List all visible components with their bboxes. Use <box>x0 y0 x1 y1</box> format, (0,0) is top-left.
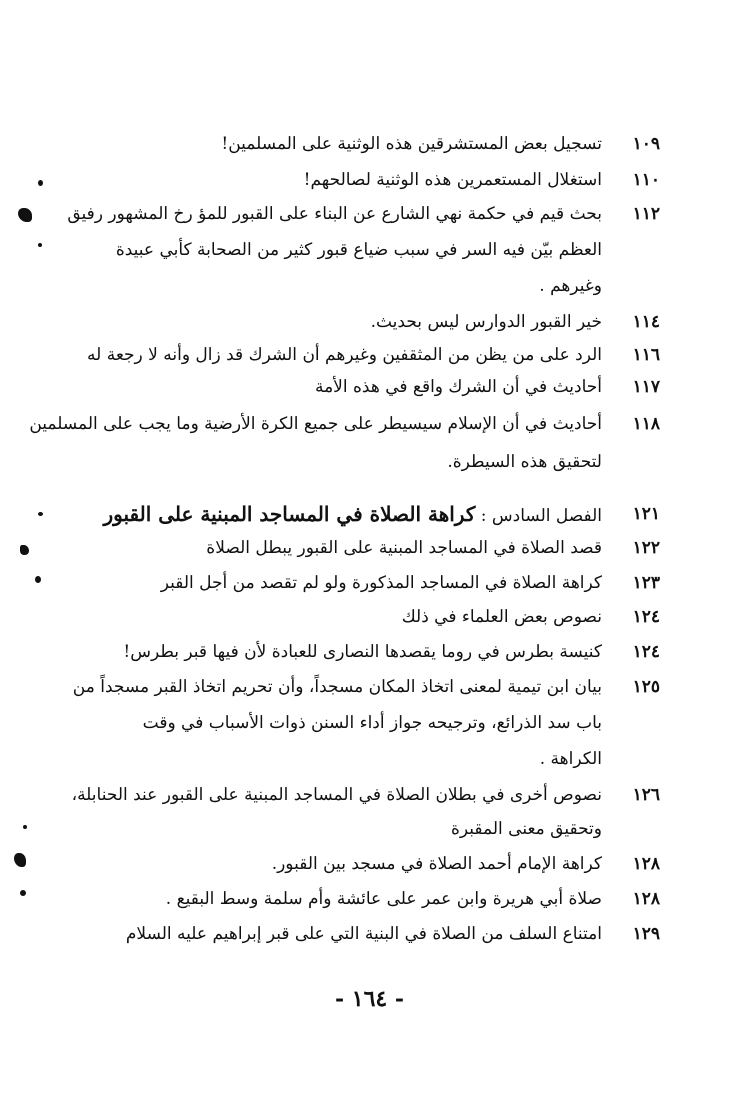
entry-page-number: ١١٧ <box>632 377 660 397</box>
entry-page-number: ١٢٣ <box>632 573 660 593</box>
entry-text: خير القبور الدوارس ليس بحديث. <box>370 312 602 332</box>
entry-page-number: ١١٢ <box>632 204 660 224</box>
entry-text: صلاة أبي هريرة وابن عمر على عائشة وأم سلمة وسط البقيع . <box>165 889 602 909</box>
entry-page-number: ١٠٩ <box>632 134 660 154</box>
entry-text-continued: العظم بيّن فيه السر في سبب ضياع قبور كثير من الصحابة كأبي عبيدة <box>115 240 602 260</box>
entry-page-number: ١٢١ <box>632 504 660 524</box>
entry-page-number: ١٢٦ <box>632 785 660 805</box>
entry-text: بحث قيم في حكمة نهي الشارع عن البناء على القبور للمؤ رخ المشهور رفيق <box>67 204 602 224</box>
chapter-title: كراهة الصلاة في المساجد المبنية على القبور <box>103 502 476 526</box>
entry-text: كراهة الإمام أحمد الصلاة في مسجد بين القبور. <box>271 854 602 874</box>
scan-speck <box>20 890 26 896</box>
scan-speck <box>23 825 27 829</box>
entry-text-continued: لتحقيق هذه السيطرة. <box>447 452 602 472</box>
entry-page-number: ١٢٤ <box>632 642 660 662</box>
entry-text-continued: الكراهة . <box>539 749 602 769</box>
chapter-label: الفصل السادس : <box>480 506 602 526</box>
page-number: - ١٦٤ - <box>334 986 405 1012</box>
scan-speck <box>38 180 43 186</box>
entry-text: نصوص بعض العلماء في ذلك <box>401 607 602 627</box>
scan-speck <box>38 512 43 516</box>
entry-text-continued: باب سد الذرائع، وترجيحه جواز أداء السنن ذوات الأسباب في وقت <box>142 713 602 733</box>
entry-text: نصوص أخرى في بطلان الصلاة في المساجد المبنية على القبور عند الحنابلة، <box>71 785 602 805</box>
entry-page-number: ١١٠ <box>632 170 660 190</box>
entry-text: تسجيل بعض المستشرقين هذه الوثنية على المسلمين! <box>221 134 602 154</box>
scan-speck <box>35 576 41 583</box>
entry-page-number: ١٢٩ <box>632 924 660 944</box>
entry-text-continued: وتحقيق معنى المقبرة <box>451 819 602 839</box>
entry-text: أحاديث في أن الشرك واقع في هذه الأمة <box>314 377 602 397</box>
scan-speck <box>38 243 42 247</box>
entry-text: الرد على من يظن من المثقفين وغيرهم أن الشرك قد زال وأنه لا رجعة له <box>87 345 602 365</box>
entry-text: كنيسة بطرس في روما يقصدها النصارى للعبادة لأن فيها قبر بطرس! <box>123 642 602 662</box>
entry-page-number: ١٢٨ <box>632 854 660 874</box>
entry-text: بيان ابن تيمية لمعنى اتخاذ المكان مسجداً، وأن تحريم اتخاذ القبر مسجداً من <box>72 677 602 697</box>
entry-text-continued: وغيرهم . <box>539 276 602 296</box>
entry-page-number: ١٢٨ <box>632 889 660 909</box>
scan-speck <box>20 545 29 555</box>
entry-text: أحاديث في أن الإسلام سيسيطر على جميع الكرة الأرضية وما يجب على المسلمين <box>29 414 602 434</box>
scan-speck <box>14 853 26 867</box>
entry-page-number: ١١٨ <box>632 414 660 434</box>
entry-text: استغلال المستعمرين هذه الوثنية لصالحهم! <box>303 170 602 190</box>
entry-page-number: ١٢٥ <box>632 677 660 697</box>
scan-speck <box>18 208 32 222</box>
entry-page-number: ١٢٢ <box>632 538 660 558</box>
entry-text: قصد الصلاة في المساجد المبنية على القبور يبطل الصلاة <box>206 538 602 558</box>
entry-text: امتناع السلف من الصلاة في البنية التي على قبر إبراهيم عليه السلام <box>125 924 602 944</box>
entry-page-number: ١٢٤ <box>632 607 660 627</box>
entry-page-number: ١١٦ <box>632 345 660 365</box>
entry-text: كراهة الصلاة في المساجد المذكورة ولو لم تقصد من أجل القبر <box>160 573 602 593</box>
entry-page-number: ١١٤ <box>632 312 660 332</box>
